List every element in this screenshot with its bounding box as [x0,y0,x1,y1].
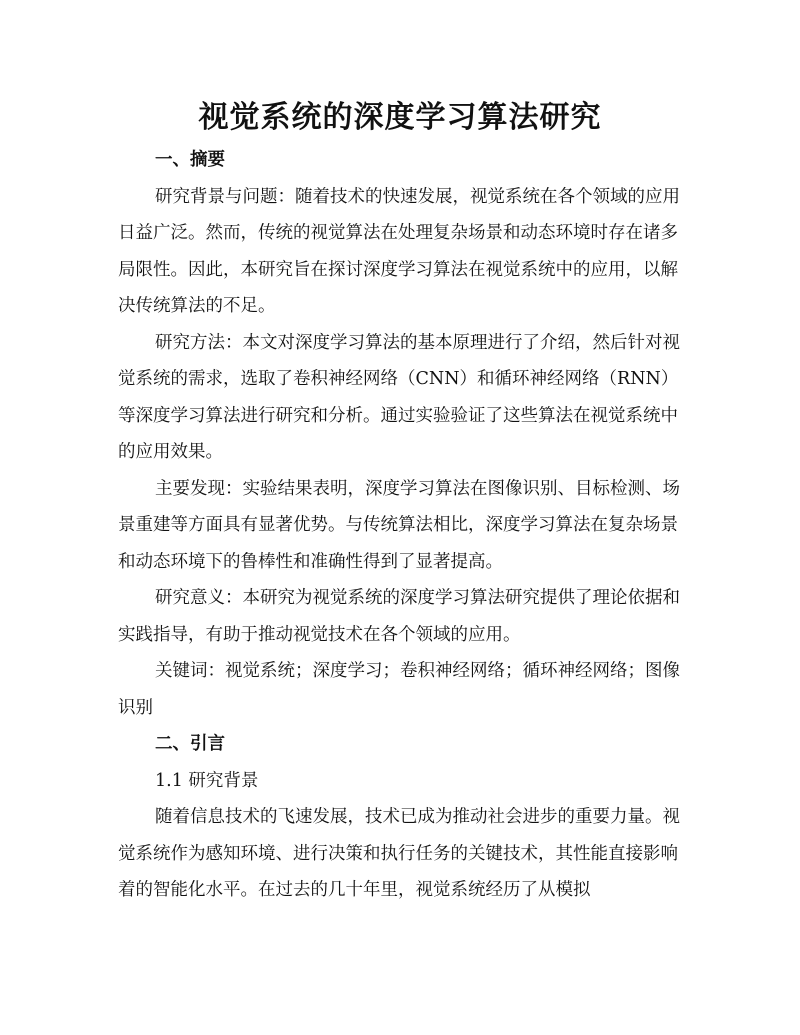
abstract-paragraph-significance: 研究意义：本研究为视觉系统的深度学习算法研究提供了理论依据和实践指导，有助于推动视觉技术在各个领域的应用。 [118,588,680,645]
document-body [118,142,684,909]
intro-subheading: 1.1 研究背景 [155,770,259,791]
abstract-paragraph-findings: 主要发现：实验结果表明，深度学习算法在图像识别、目标检测、场景重建等方面具有显著优势。与传统算法相比，深度学习算法在复杂场景和动态环境下的鲁棒性和准确性得到了显著提高。 [118,478,680,572]
intro-heading: 二、引言 [155,734,225,754]
abstract-heading: 一、摘要 [155,150,225,170]
document-title: 视觉系统的深度学习算法研究 [198,100,602,135]
intro-paragraph: 随着信息技术的飞速发展，技术已成为推动社会进步的重要力量。视觉系统作为感知环境、进行决策和执行任务的关键技术，其性能直接影响着的智能化水平。在过去的几十年里，视觉系统经历了从模拟 [118,807,680,900]
abstract-paragraph-method: 研究方法：本文对深度学习算法的基本原理进行了介绍，然后针对视觉系统的需求，选取了卷积神经网络（CNN）和循环神经网络（RNN）等深度学习算法进行研究和分析。通过实验验证了这些算法在视觉系统中的应用效果。 [118,332,680,462]
abstract-paragraph-background: 研究背景与问题：随着技术的快速发展，视觉系统在各个领域的应用日益广泛。然而，传统的视觉算法在处理复杂场景和动态环境时存在诸多局限性。因此，本研究旨在探讨深度学习算法在视觉系统中的应用，以解决传统算法的不足。 [118,186,680,316]
abstract-keywords: 关键词：视觉系统；深度学习；卷积神经网络；循环神经网络；图像识别 [118,661,680,718]
